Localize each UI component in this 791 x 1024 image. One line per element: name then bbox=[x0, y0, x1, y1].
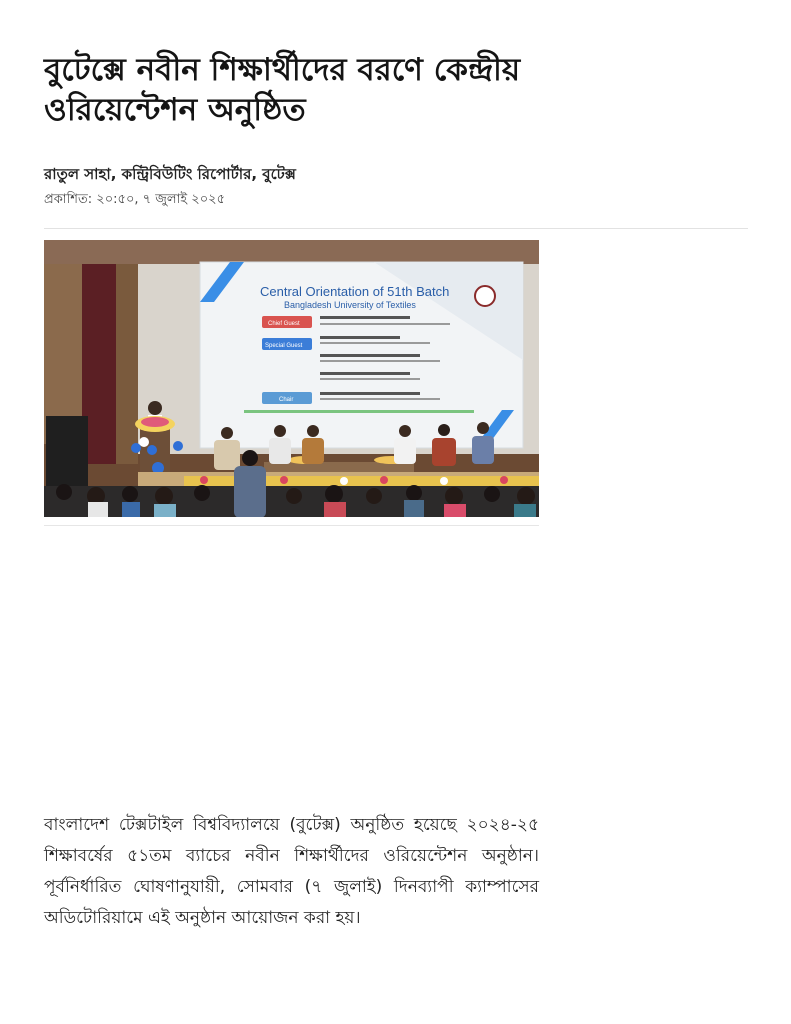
screen-subtitle: Bangladesh University of Textiles bbox=[284, 300, 416, 310]
article-published-date: প্রকাশিত: ২০:৫০, ৭ জুলাই ২০২৫ bbox=[44, 192, 226, 207]
advertisement-space bbox=[44, 534, 539, 794]
chief-guest-label: Chief Guest bbox=[268, 321, 300, 327]
university-seal-icon bbox=[475, 286, 495, 306]
header-divider bbox=[44, 228, 748, 229]
photo-divider bbox=[44, 525, 539, 526]
article-photo[interactable] bbox=[44, 240, 539, 517]
orientation-event-image bbox=[44, 240, 539, 517]
article-body: বাংলাদেশ টেক্সটাইল বিশ্ববিদ্যালয়ে (বুটেক্স) অনুষ্ঠিত হয়েছে ২০২৪-২৫ শিক্ষাবর্ষের ৫১তম ব্যাচের নবীন শিক্ষার্থীদের ওরিয়েন্টেশন অনুষ্ঠান। পূর্বনির্ধারিত ঘোষণানুযায়ী, সোমবার (৭ জুলাই) দিনব্যাপী ক্যাম্পাসের অডিটোরিয়ামে এই অনুষ্ঠান আয়োজন করা হয়। bbox=[44, 815, 539, 928]
loudspeaker bbox=[46, 416, 88, 488]
chair-label: Chair bbox=[279, 397, 294, 403]
screen-title: Central Orientation of 51th Batch bbox=[260, 284, 450, 299]
special-guest-label: Special Guest bbox=[265, 343, 303, 349]
article-headline: বুটেক্সে নবীন শিক্ষার্থীদের বরণে কেন্দ্রীয় ওরিয়েন্টেশন অনুষ্ঠিত bbox=[44, 52, 521, 128]
article-author[interactable]: রাতুল সাহা, কন্ট্রিবিউটিং রিপোর্টার, বুটেক্স bbox=[44, 165, 296, 183]
